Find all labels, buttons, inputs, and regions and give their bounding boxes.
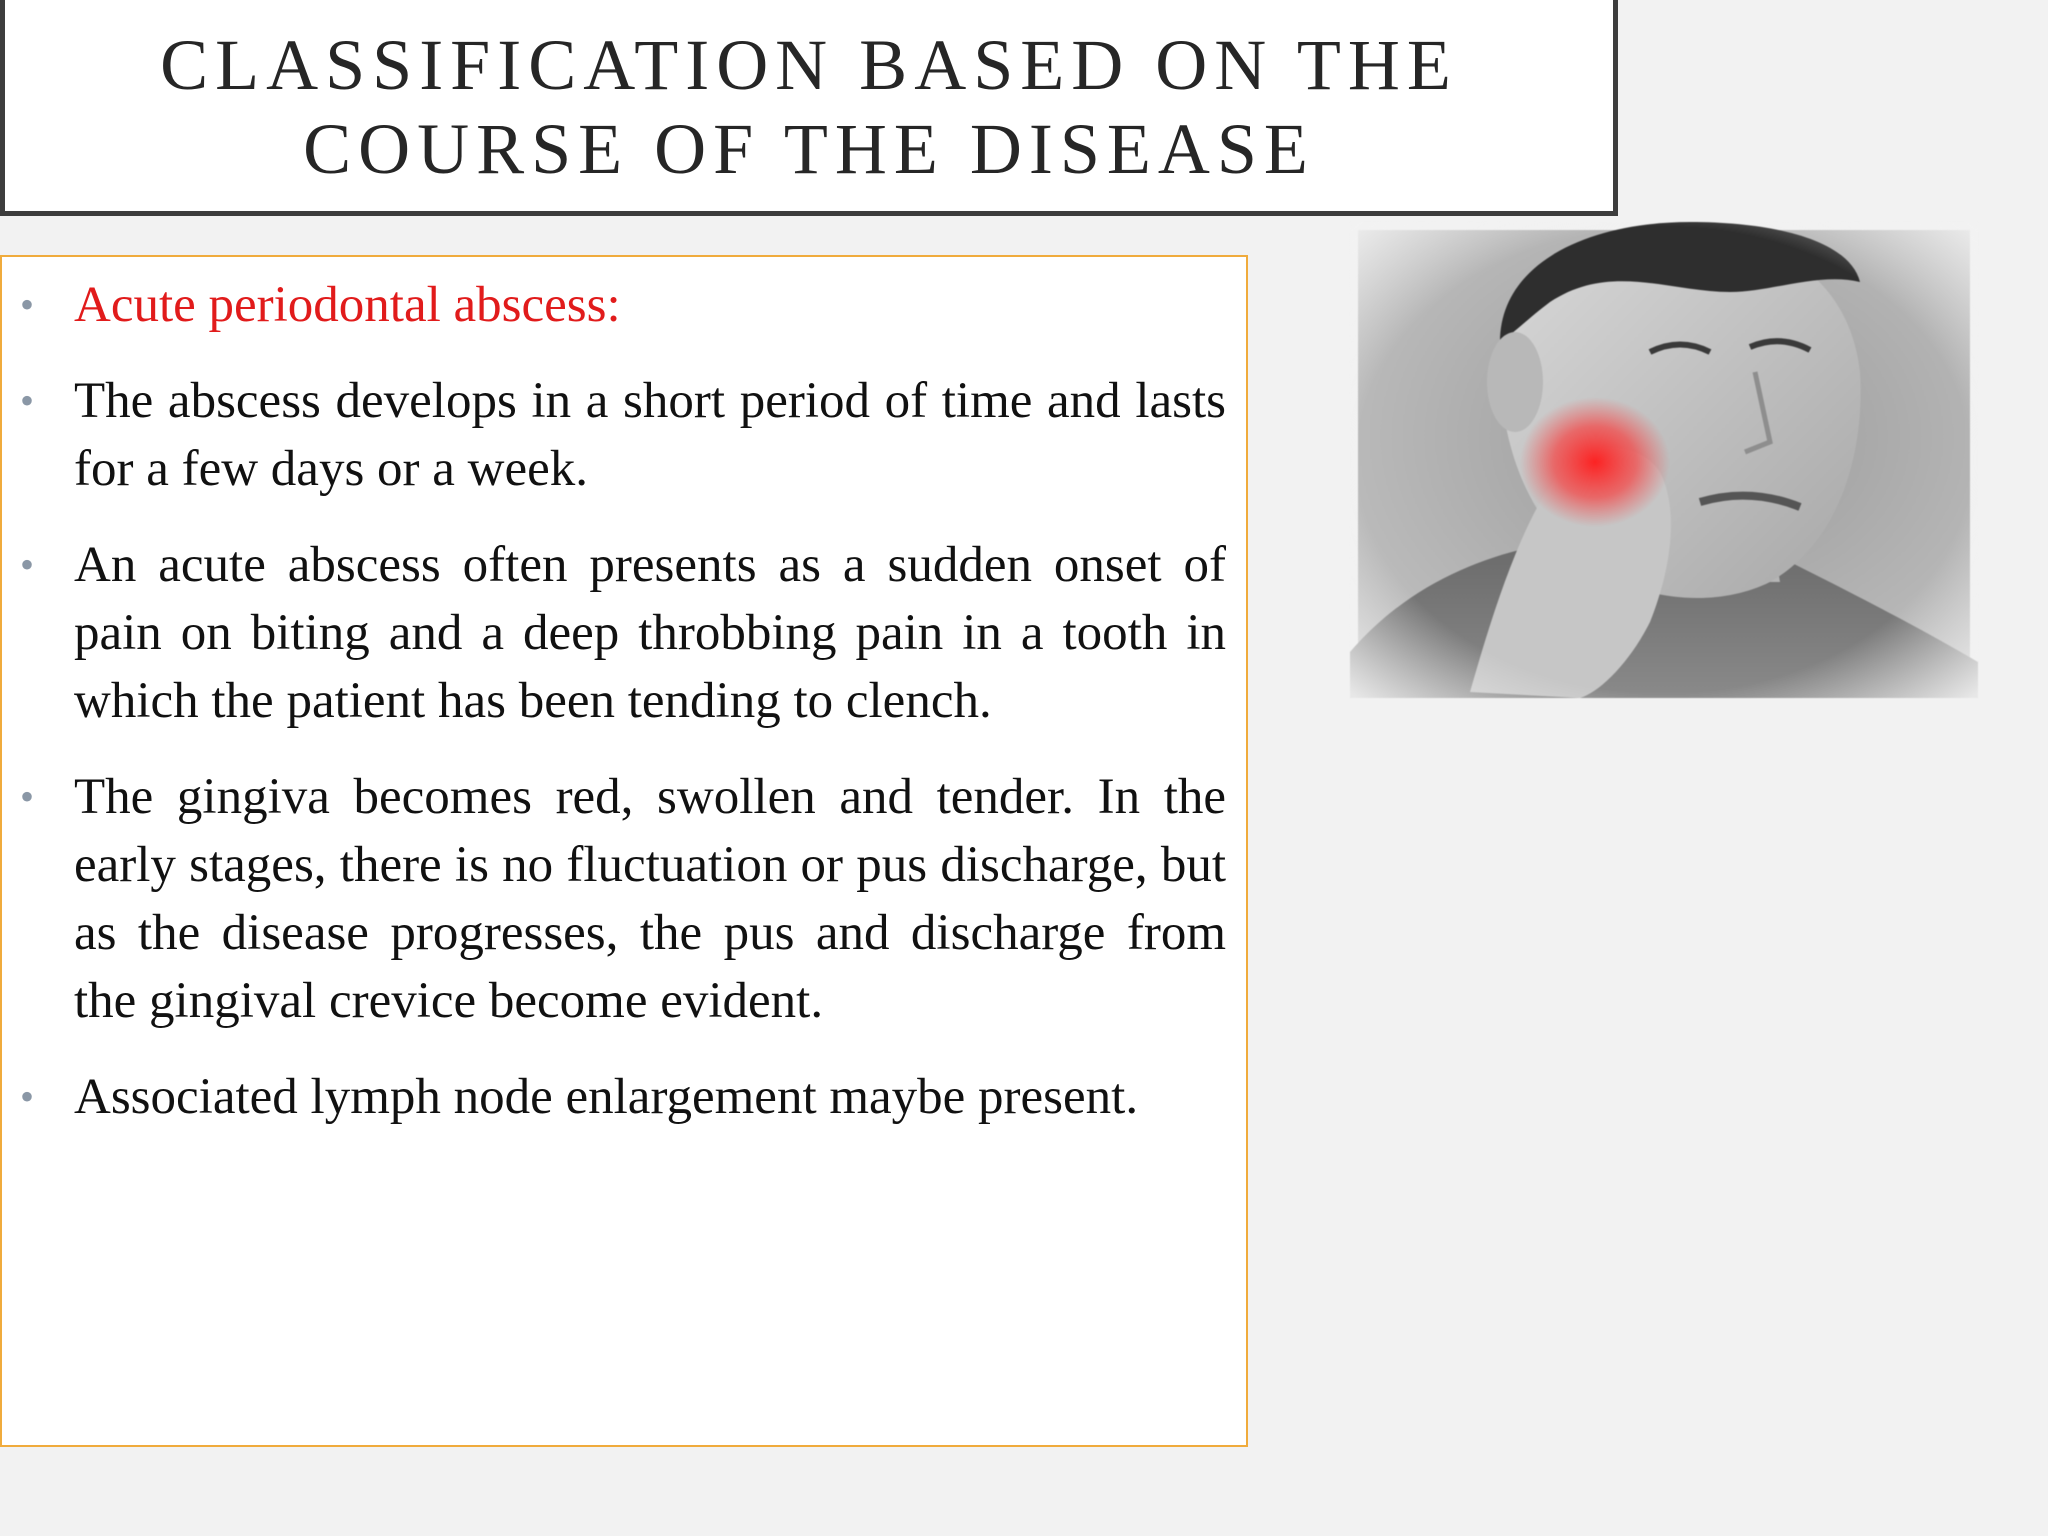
bullet-item (20, 531, 1226, 735)
bullet-text: The abscess develops in a short period of time and lasts for a few days or a week. (74, 373, 1226, 497)
bullet-text: Associated lymph node enlargement maybe present. (74, 1069, 1139, 1125)
bullet-item (20, 367, 1226, 503)
bullet-dot-icon: • (20, 378, 35, 423)
slide-title-line-1: CLASSIFICATION BASED ON THE (160, 25, 1458, 105)
slide-title-line-2: COURSE OF THE DISEASE (303, 109, 1315, 189)
bullet-dot-icon: • (20, 282, 35, 327)
photo-edge-fade (1350, 222, 1978, 698)
bullet-item-heading (20, 271, 1226, 339)
bullet-list (20, 271, 1226, 1159)
content-text-box (0, 255, 1248, 1447)
slide-title-box (0, 0, 1618, 216)
bullet-text: The gingiva becomes red, swollen and tender. In the early stages, there is no fluctuation or pus discharge, but as the disease progresses, the pus and discharge from the gingival crevice become evident. (74, 769, 1226, 1029)
bullet-dot-icon: • (20, 542, 35, 587)
bullet-dot-icon: • (20, 774, 35, 819)
bullet-item (20, 1063, 1226, 1131)
bullet-dot-icon: • (20, 1074, 35, 1119)
bullet-text: An acute abscess often presents as a sudden onset of pain on biting and a deep throbbing pain in a tooth in which the patient has been tending to clench. (74, 537, 1226, 729)
bullet-item (20, 763, 1226, 1035)
slide-title (160, 19, 1458, 191)
toothache-photo (1350, 222, 1978, 698)
bullet-text: Acute periodontal abscess: (74, 277, 621, 333)
